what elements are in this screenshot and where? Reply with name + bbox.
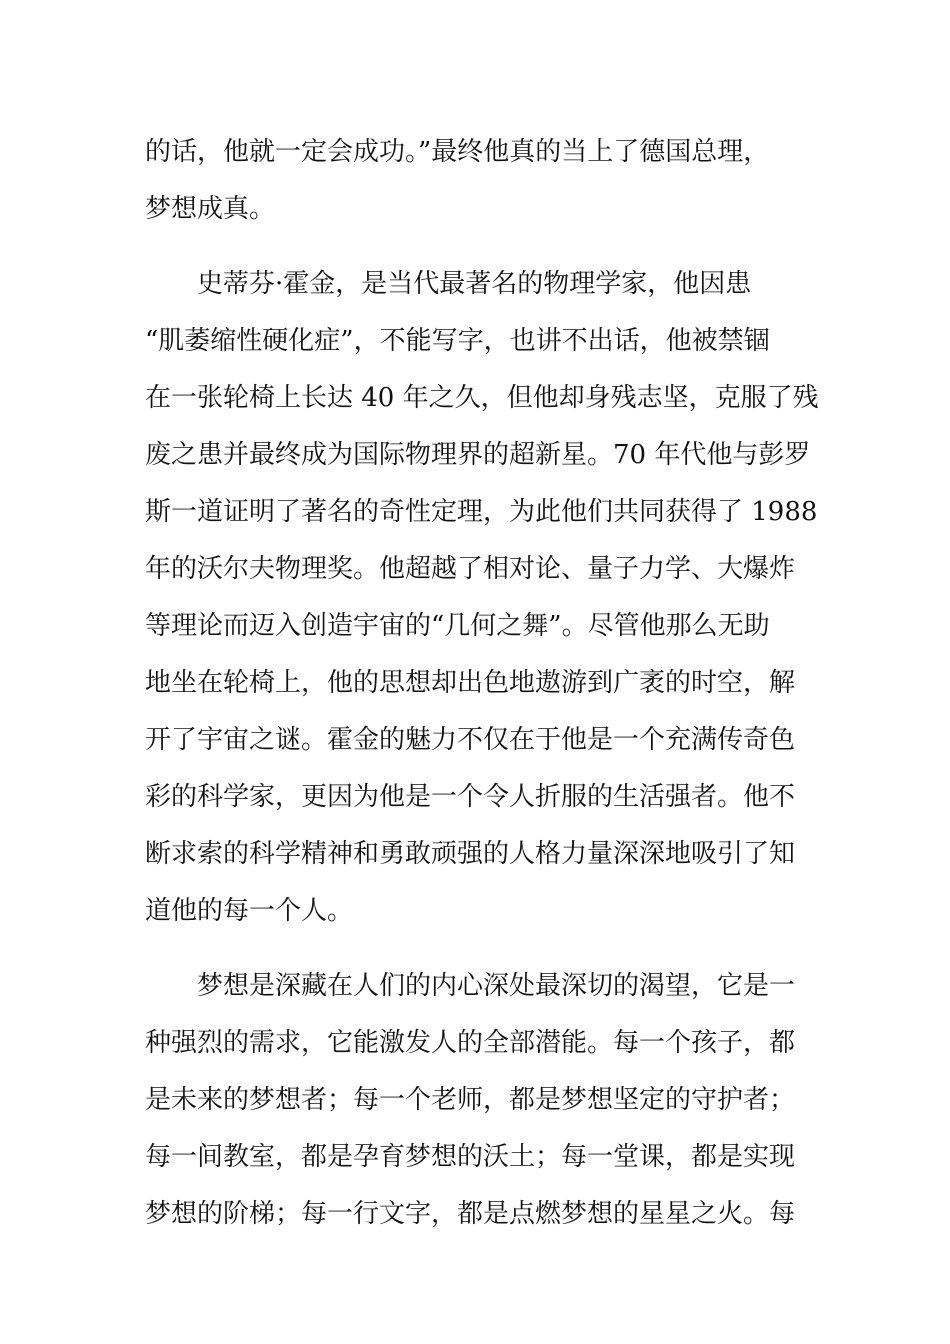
text-line: 年的沃尔夫物理奖。他超越了相对论、量子力学、大爆炸 — [145, 554, 796, 584]
text-line: 梦想是深藏在人们的内心深处最深切的渴望，它是一 — [145, 971, 796, 1001]
paragraph-1 — [145, 124, 825, 238]
paragraph-spacer — [145, 940, 825, 958]
text-line: 彩的科学家，更因为他是一个令人折服的生活强者。他不 — [145, 782, 796, 812]
text-line: 等理论而迈入创造宇宙的“几何之舞”。尽管他那么无助 — [145, 611, 770, 641]
paragraph-spacer — [145, 238, 825, 256]
text-line: 废之患并最终成为国际物理界的超新星。70 年代他与彭罗 — [145, 440, 811, 470]
paragraph-2 — [145, 256, 825, 940]
text-line: 道他的每一个人。 — [145, 896, 354, 926]
paragraph-3 — [145, 958, 825, 1243]
text-line: 梦想成真。 — [145, 194, 276, 224]
text-line: 开了宇宙之谜。霍金的魅力不仅在于他是一个充满传奇色 — [145, 725, 796, 755]
text-line: 每一间教室，都是孕育梦想的沃土；每一堂课，都是实现 — [145, 1142, 796, 1172]
text-line: 梦想的阶梯；每一行文字，都是点燃梦想的星星之火。每 — [145, 1199, 796, 1229]
text-line: 种强烈的需求，它能激发人的全部潜能。每一个孩子，都 — [145, 1028, 796, 1058]
text-line: 斯一道证明了著名的奇性定理，为此他们共同获得了 1988 — [145, 497, 818, 527]
text-line: “肌萎缩性硬化症”，不能写字，也讲不出话，他被禁锢 — [145, 326, 770, 356]
text-line: 地坐在轮椅上，他的思想却出色地遨游到广袤的时空，解 — [145, 668, 796, 698]
document-body — [145, 124, 825, 1243]
text-line: 断求索的科学精神和勇敢顽强的人格力量深深地吸引了知 — [145, 839, 796, 869]
text-line: 是未来的梦想者；每一个老师，都是梦想坚定的守护者； — [145, 1085, 796, 1115]
text-line: 史蒂芬·霍金，是当代最著名的物理学家，他因患 — [145, 269, 752, 299]
text-line: 在一张轮椅上长达 40 年之久，但他却身残志坚，克服了残 — [145, 383, 819, 413]
text-line: 的话，他就一定会成功。”最终他真的当上了德国总理， — [145, 137, 770, 167]
